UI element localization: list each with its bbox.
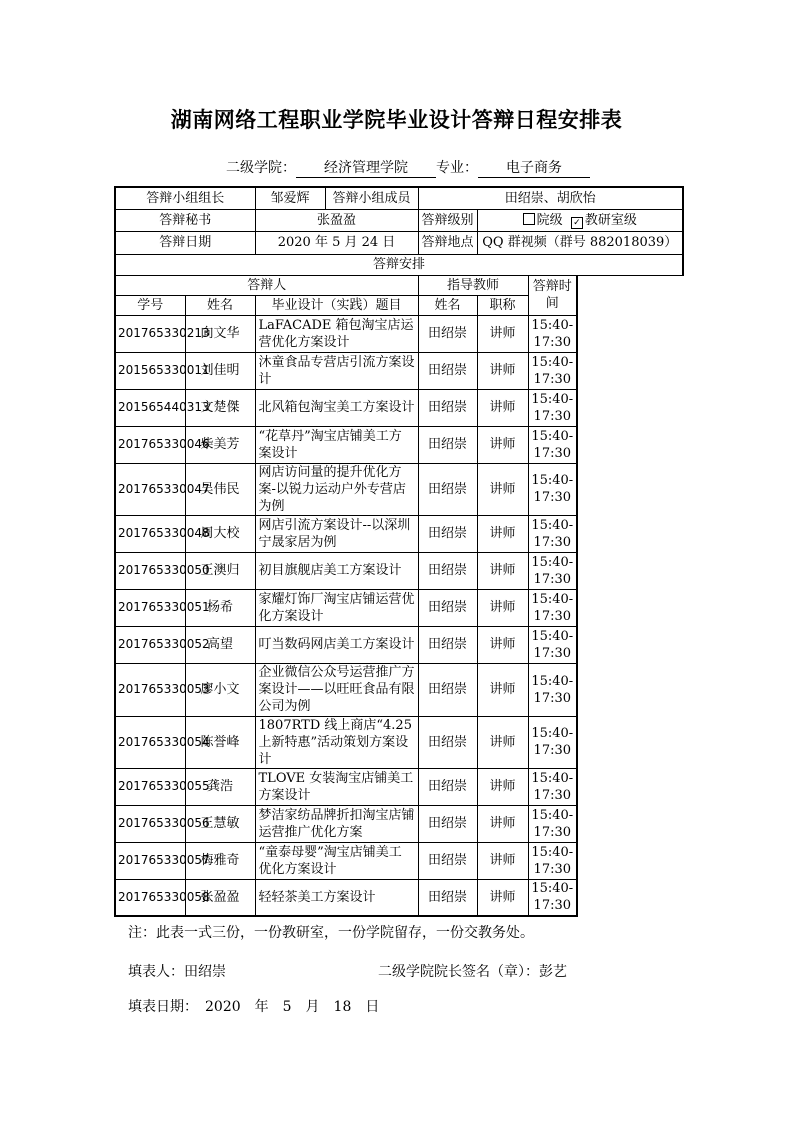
table-row: [115, 463, 683, 515]
table-row: [115, 663, 683, 716]
topic-cell: 网店引流方案设计--以深圳宁晟家居为例: [255, 515, 418, 552]
topic-cell: “童泰母婴”淘宝店铺美工优化方案设计: [255, 842, 418, 879]
note-text: 注：此表一式三份，一份教研室，一份学院留存，一份交教务处。: [128, 925, 534, 941]
date-label: 答辩日期: [115, 231, 255, 254]
table-row: [115, 389, 683, 426]
student-id-header: 学号: [115, 295, 185, 315]
topic-cell: 沐童食品专营店引流方案设计: [255, 352, 418, 389]
advisor-name-cell: 田绍崇: [418, 463, 477, 515]
topic-cell: 初目旗舰店美工方案设计: [255, 552, 418, 589]
time-cell: 15:40-17:30: [528, 716, 577, 768]
student-id-cell: 201765330050: [115, 552, 185, 589]
student-name-cell: 陈誉峰: [185, 716, 255, 768]
student-name-cell: 王澳归: [185, 552, 255, 589]
student-id-cell: 201765330055: [115, 768, 185, 805]
major-value: 电子商务: [478, 160, 590, 178]
secretary-label: 答辩秘书: [115, 209, 255, 231]
student-id-cell: 201565440313: [115, 389, 185, 426]
time-header: 答辩时间: [528, 275, 577, 315]
student-name-cell: 高望: [185, 626, 255, 663]
advisor-name-cell: 田绍崇: [418, 768, 477, 805]
topic-cell: 家耀灯饰厂淘宝店铺运营优化方案设计: [255, 589, 418, 626]
header-row-columns: [115, 295, 683, 315]
time-cell: 15:40-17:30: [528, 805, 577, 842]
table-row: [115, 552, 683, 589]
student-id-cell: 201765330052: [115, 626, 185, 663]
student-id-cell: 201765330051: [115, 589, 185, 626]
location-label: 答辩地点: [418, 231, 477, 254]
filler-text: 填表人：田绍崇: [128, 964, 226, 980]
advisor-title-cell: 讲师: [477, 716, 528, 768]
student-id-cell: 201765330056: [115, 805, 185, 842]
level-options: [477, 209, 683, 231]
student-id-cell: 201765330058: [115, 879, 185, 916]
table-row: [115, 426, 683, 463]
schedule-heading: 答辩安排: [115, 254, 683, 275]
level-option1-label: 院级: [536, 212, 563, 228]
members-label: 答辩小组成员: [325, 187, 418, 209]
table-row: [115, 805, 683, 842]
time-cell: 15:40-17:30: [528, 663, 577, 716]
student-id-cell: 201765330057: [115, 842, 185, 879]
topic-cell: 网店访问量的提升优化方案-以锐力运动户外专营店为例: [255, 463, 418, 515]
advisor-title-cell: 讲师: [477, 805, 528, 842]
level-option1-checkbox[interactable]: [523, 213, 535, 225]
time-cell: 15:40-17:30: [528, 552, 577, 589]
student-name-cell: 柴美芳: [185, 426, 255, 463]
advisor-title-cell: 讲师: [477, 768, 528, 805]
time-cell: 15:40-17:30: [528, 463, 577, 515]
table-row: [115, 352, 683, 389]
advisor-title-cell: 讲师: [477, 389, 528, 426]
advisor-name-cell: 田绍崇: [418, 315, 477, 352]
advisor-title-cell: 讲师: [477, 552, 528, 589]
topic-cell: 企业微信公众号运营推广方案设计——以旺旺食品有限公司为例: [255, 663, 418, 716]
document-title: 湖南网络工程职业学院毕业设计答辩日程安排表: [170, 108, 623, 132]
student-id-cell: 201565330011: [115, 352, 185, 389]
advisor-title-cell: 讲师: [477, 463, 528, 515]
advisor-title-cell: 讲师: [477, 663, 528, 716]
time-cell: 15:40-17:30: [528, 626, 577, 663]
student-group-header: 答辩人: [115, 275, 418, 295]
advisor-name-cell: 田绍崇: [418, 879, 477, 916]
table-body: [115, 187, 683, 916]
student-name-cell: 梅雅奇: [185, 842, 255, 879]
student-name-cell: 廖小文: [185, 663, 255, 716]
advisor-name-cell: 田绍崇: [418, 552, 477, 589]
advisor-title-cell: 讲师: [477, 426, 528, 463]
student-name-cell: 向文华: [185, 315, 255, 352]
advisor-name-cell: 田绍崇: [418, 805, 477, 842]
advisor-name-cell: 田绍崇: [418, 663, 477, 716]
topic-cell: “花草丹”淘宝店铺美工方案设计: [255, 426, 418, 463]
leader-value: 邹爱辉: [255, 187, 325, 209]
time-cell: 15:40-17:30: [528, 842, 577, 879]
info-row-leader: [115, 187, 683, 209]
advisor-name-cell: 田绍崇: [418, 515, 477, 552]
table-row: [115, 879, 683, 916]
time-cell: 15:40-17:30: [528, 426, 577, 463]
advisor-name-cell: 田绍崇: [418, 389, 477, 426]
members-value: 田绍崇、胡欣怡: [418, 187, 683, 209]
level-option2-label: 教研室级: [584, 212, 637, 228]
student-name-cell: 文楚傑: [185, 389, 255, 426]
table-row: [115, 315, 683, 352]
student-id-cell: 201765330213: [115, 315, 185, 352]
student-name-cell: 龚浩: [185, 768, 255, 805]
student-id-cell: 201765330048: [115, 515, 185, 552]
topic-cell: 1807RTD 线上商店“4.25 上新特惠”活动策划方案设计: [255, 716, 418, 768]
time-cell: 15:40-17:30: [528, 589, 577, 626]
leader-label: 答辩小组组长: [115, 187, 255, 209]
college-value: 经济管理学院: [296, 160, 436, 178]
topic-cell: 轻轻茶美工方案设计: [255, 879, 418, 916]
advisor-title-cell: 讲师: [477, 626, 528, 663]
date-value: 2020 年 5 月 24 日: [255, 231, 418, 254]
dean-signature-text: 二级学院院长签名（章）：彭艺: [378, 964, 567, 980]
advisor-name-header: 姓名: [418, 295, 477, 315]
table-row: [115, 716, 683, 768]
topic-cell: 叮当数码网店美工方案设计: [255, 626, 418, 663]
advisor-title-cell: 讲师: [477, 879, 528, 916]
schedule-heading-row: [115, 254, 683, 275]
advisor-title-cell: 讲师: [477, 515, 528, 552]
name-header: 姓名: [185, 295, 255, 315]
student-name-cell: 杨希: [185, 589, 255, 626]
table-row: [115, 589, 683, 626]
advisor-name-cell: 田绍崇: [418, 716, 477, 768]
time-cell: 15:40-17:30: [528, 352, 577, 389]
advisor-title-cell: 讲师: [477, 589, 528, 626]
student-name-cell: 王慧敏: [185, 805, 255, 842]
student-name-cell: 周大校: [185, 515, 255, 552]
student-id-cell: 201765330047: [115, 463, 185, 515]
header-row-groups: [115, 275, 683, 295]
advisor-name-cell: 田绍崇: [418, 842, 477, 879]
advisor-group-header: 指导教师: [418, 275, 528, 295]
defense-schedule-table: [114, 186, 684, 917]
topic-cell: TLOVE 女装淘宝店铺美工方案设计: [255, 768, 418, 805]
fill-date-text: 填表日期： 2020 年 5 月 18 日: [128, 999, 380, 1015]
advisor-name-cell: 田绍崇: [418, 352, 477, 389]
advisor-title-cell: 讲师: [477, 352, 528, 389]
advisor-name-cell: 田绍崇: [418, 589, 477, 626]
major-label: 专业：: [436, 160, 478, 176]
topic-cell: 北风箱包淘宝美工方案设计: [255, 389, 418, 426]
topic-cell: 梦洁家纺品牌折扣淘宝店铺运营推广优化方案: [255, 805, 418, 842]
student-name-cell: 刘佳明: [185, 352, 255, 389]
college-label: 二级学院：: [226, 160, 296, 176]
advisor-name-cell: 田绍崇: [418, 426, 477, 463]
advisor-title-cell: 讲师: [477, 315, 528, 352]
table-row: [115, 842, 683, 879]
student-id-cell: 201765330054: [115, 716, 185, 768]
info-row-secretary: [115, 209, 683, 231]
table-row: [115, 626, 683, 663]
advisor-name-cell: 田绍崇: [418, 626, 477, 663]
advisor-title-header: 职称: [477, 295, 528, 315]
level-label: 答辩级别: [418, 209, 477, 231]
topic-cell: LaFACADE 箱包淘宝店运营优化方案设计: [255, 315, 418, 352]
level-option2-checkbox[interactable]: ✓: [571, 217, 583, 229]
time-cell: 15:40-17:30: [528, 879, 577, 916]
secretary-value: 张盈盈: [255, 209, 418, 231]
time-cell: 15:40-17:30: [528, 515, 577, 552]
topic-header: 毕业设计（实践）题目: [255, 295, 418, 315]
student-name-cell: 张盈盈: [185, 879, 255, 916]
college-major-line: [226, 157, 590, 178]
info-row-date: [115, 231, 683, 254]
table-row: [115, 515, 683, 552]
student-id-cell: 201765330046: [115, 426, 185, 463]
table-row: [115, 768, 683, 805]
advisor-title-cell: 讲师: [477, 842, 528, 879]
time-cell: 15:40-17:30: [528, 389, 577, 426]
time-cell: 15:40-17:30: [528, 768, 577, 805]
student-name-cell: 吴伟民: [185, 463, 255, 515]
time-cell: 15:40-17:30: [528, 315, 577, 352]
location-value: QQ 群视频（群号 882018039）: [477, 231, 683, 254]
student-id-cell: 201765330053: [115, 663, 185, 716]
